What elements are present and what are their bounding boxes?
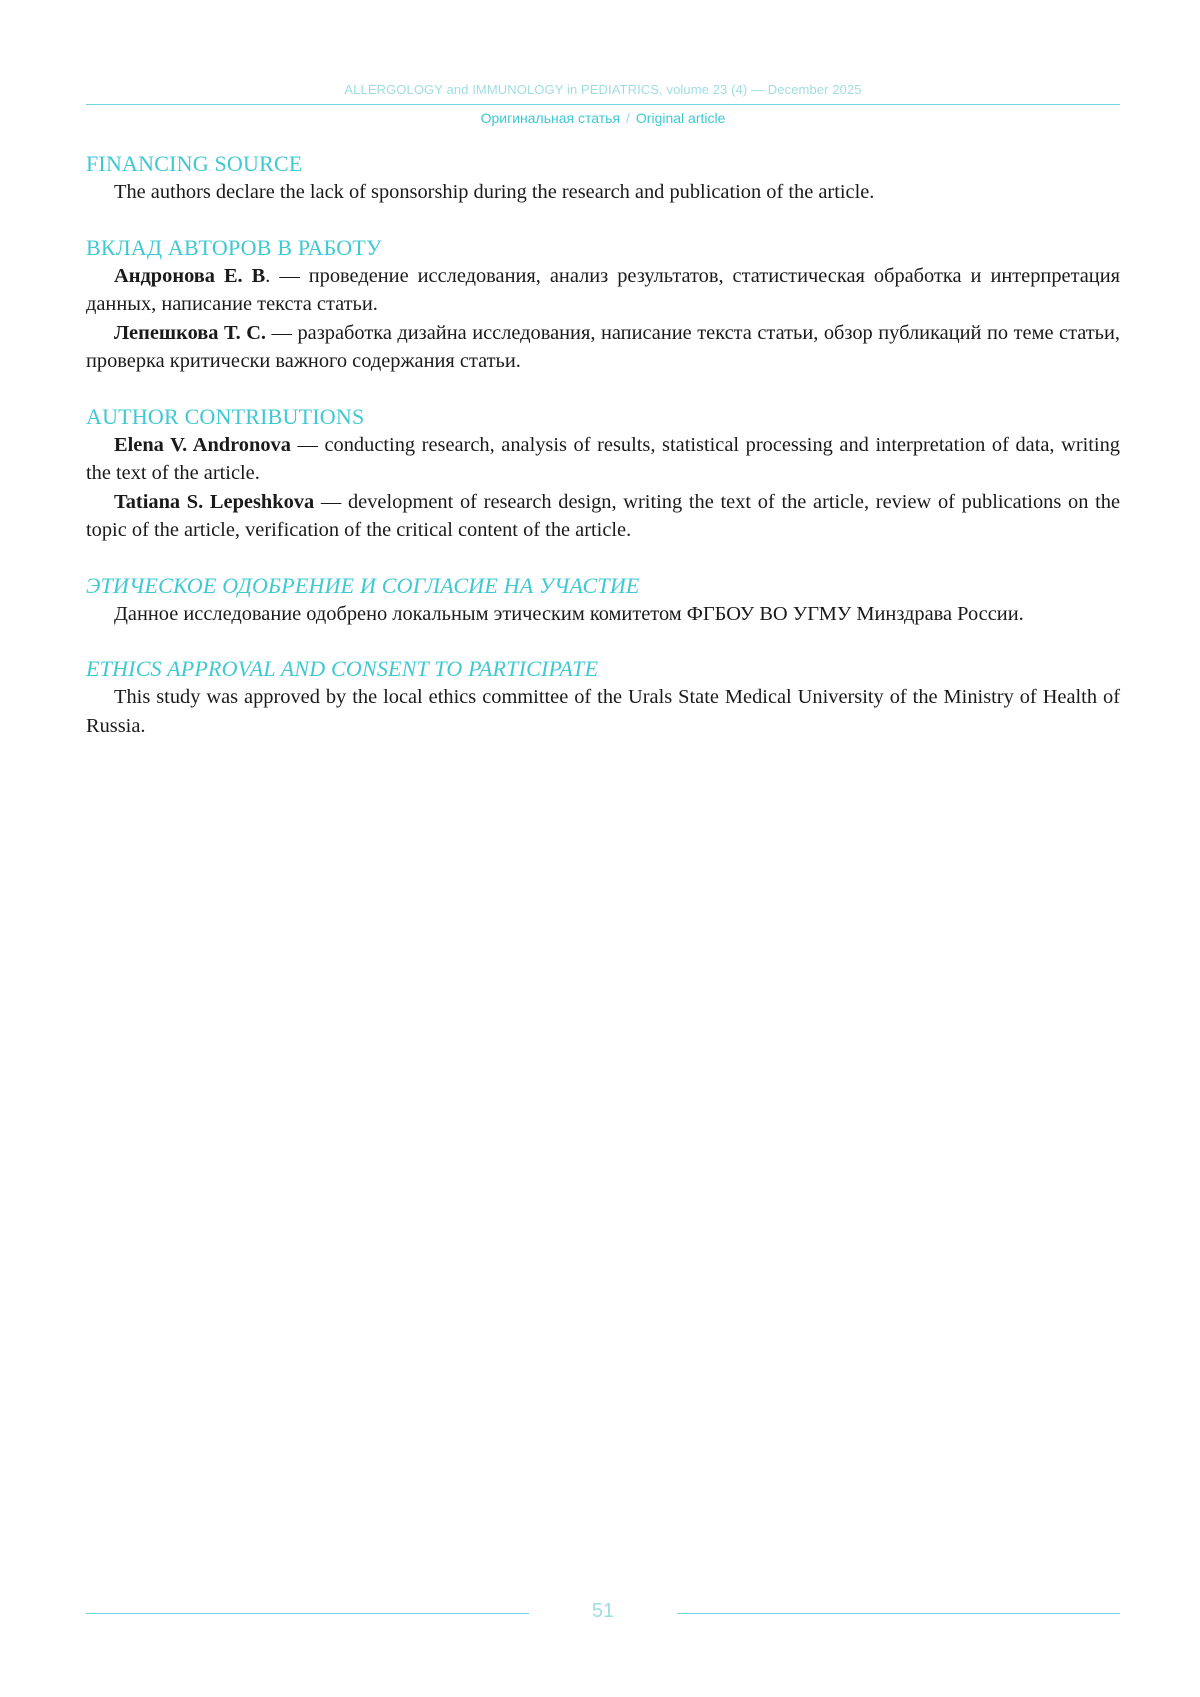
author-name: Андронова Е. В — [114, 264, 266, 287]
ethics-ru-heading: ЭТИЧЕСКОЕ ОДОБРЕНИЕ И СОГЛАСИЕ НА УЧАСТИЕ — [86, 572, 640, 598]
contribution-description: — development of research design, writing the text of the article, review of publications on the topic of the article, verification of the critical content of the article. — [86, 490, 1120, 541]
ethics-en-heading: ETHICS APPROVAL AND CONSENT TO PARTICIPATE — [86, 656, 599, 681]
financing-section — [86, 150, 1120, 207]
contributions-en-heading: AUTHOR CONTRIBUTIONS — [86, 403, 365, 429]
author-name: Лепешкова Т. С. — [114, 321, 267, 344]
author-name: Elena V. Andronova — [114, 433, 291, 456]
page-footer — [86, 1600, 1120, 1626]
author-name: Tatiana S. Lepeshkova — [114, 490, 315, 513]
ethics-ru-section — [86, 572, 1120, 629]
contribution-en-item — [86, 431, 1120, 488]
contribution-ru-item — [86, 262, 1120, 319]
contribution-en-item — [86, 488, 1120, 545]
contributions-ru-section — [86, 234, 1120, 376]
header-rule — [86, 104, 1120, 105]
page-number: 51 — [591, 1600, 615, 1622]
ethics-en-text: This study was approved by the local ethics committee of the Urals State Medical University of the Ministry of Health of Russia. — [86, 686, 1120, 737]
financing-heading: FINANCING SOURCE — [86, 151, 303, 176]
footer-rule-right — [677, 1613, 1120, 1614]
article-type-separator: / — [626, 110, 630, 126]
contributions-en-section — [86, 403, 1120, 545]
contribution-ru-item — [86, 319, 1120, 376]
article-type-en: Original article — [635, 110, 726, 126]
contribution-description: — разработка дизайна исследования, написание текста статьи, обзор публикаций по теме статьи, проверка критически важного содержания статьи. — [86, 321, 1120, 372]
contribution-description: — conducting research, analysis of results, statistical processing and interpretation of data, writing the text of the article. — [86, 433, 1120, 484]
article-type — [86, 110, 1120, 126]
article-type-ru: Оригинальная статья — [480, 110, 621, 126]
contribution-description: . — проведение исследования, анализ результатов, статистическая обработка и интерпретация данных, написание текста статьи. — [86, 264, 1120, 315]
running-head: ALLERGOLOGY and IMMUNOLOGY in PEDIATRICS, volume 23 (4) — December 2025 — [344, 82, 862, 97]
ethics-en-section — [86, 655, 1120, 740]
article-content — [86, 150, 1120, 740]
contributions-ru-heading: ВКЛАД АВТОРОВ В РАБОТУ — [86, 234, 382, 260]
ethics-ru-text: Данное исследование одобрено локальным этическим комитетом ФГБОУ ВО УГМУ Минздрава России. — [114, 602, 1024, 625]
financing-text: The authors declare the lack of sponsorship during the research and publication of the article. — [114, 181, 875, 203]
